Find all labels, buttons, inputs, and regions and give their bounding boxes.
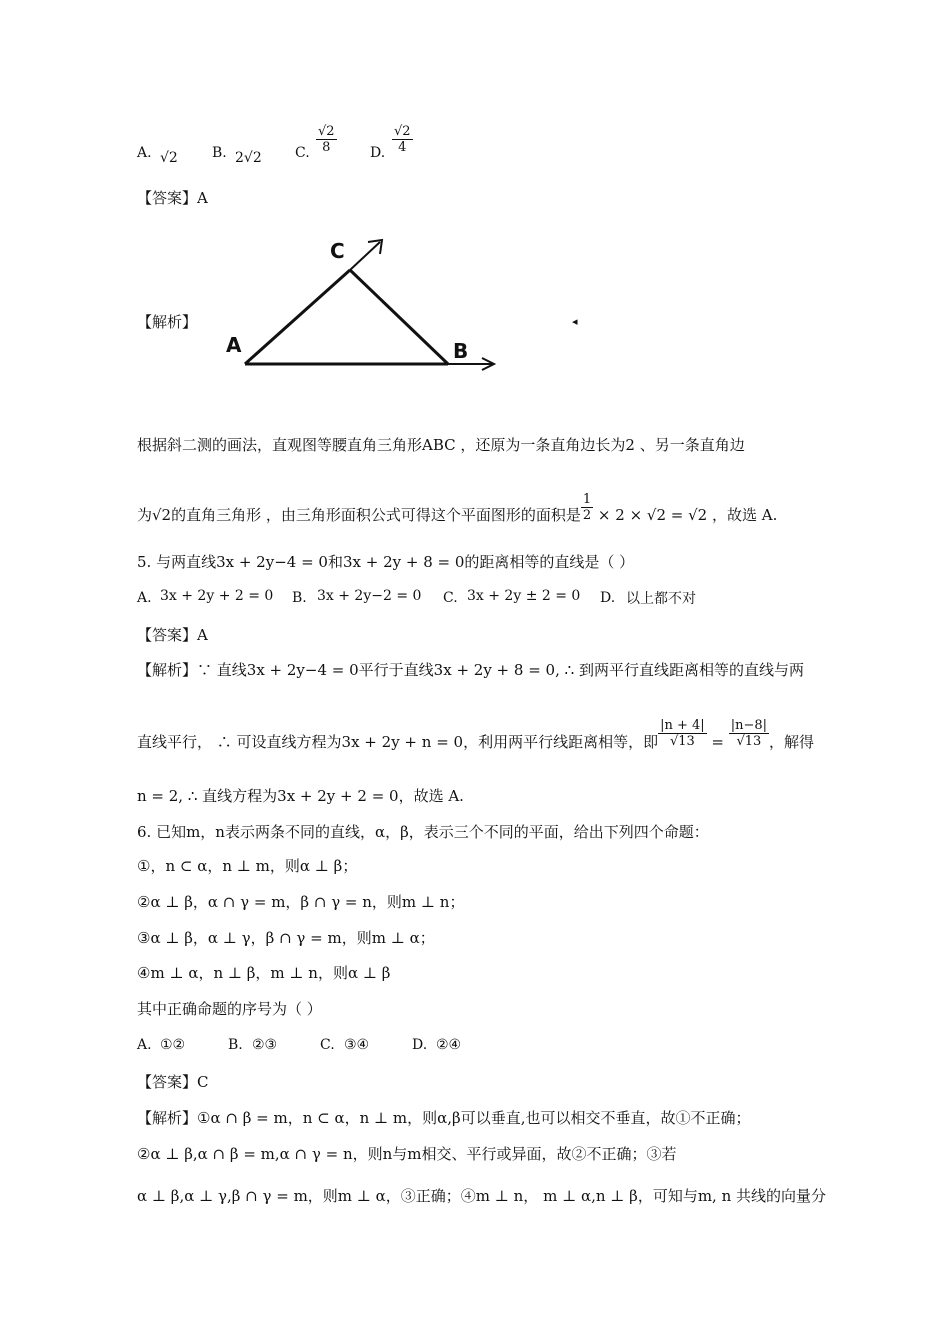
q6-answer — [137, 1072, 209, 1092]
q6-option-b-letter: B. — [228, 1037, 243, 1053]
label-c: C — [330, 239, 345, 263]
q4-option-b-letter: B. — [212, 145, 227, 161]
q6-analysis — [137, 1108, 750, 1128]
q4-option-d-letter: D. — [370, 145, 386, 161]
edge-ac — [245, 270, 350, 364]
q6-explain-line1: ①α ∩ β = m，n ⊂ α，n ⊥ m，则α,β可以垂直,也可以相交不垂直，故①不正确； — [197, 1109, 751, 1127]
q6-option-b-value: ②③ — [252, 1037, 278, 1053]
q4-option-a-letter: A. — [137, 145, 152, 161]
q5-explain-line3: n = 2, ∴ 直线方程为3x + 2y + 2 = 0，故选 A. — [137, 787, 464, 805]
q4-explain-fraction — [581, 492, 593, 523]
q5-option-d-letter: D. — [600, 590, 616, 606]
q4-option-c-den: 8 — [322, 140, 331, 155]
q4-explain-line2-pre: 为√2的直角三角形 ，由三角形面积公式可得这个平面图形的面积是 — [137, 506, 581, 524]
answer-value: A — [197, 626, 208, 644]
q5-option-a-value: 3x + 2y + 2 = 0 — [160, 588, 274, 604]
q5-option-d-value: 以上都不对 — [626, 591, 696, 607]
q4-option-c-num: √2 — [318, 124, 335, 139]
q5-explain-line2 — [137, 717, 815, 752]
q5-option-b-letter: B. — [292, 590, 307, 606]
axis-arrow-y — [350, 242, 380, 270]
frac-num: 1 — [582, 491, 592, 507]
q5-explain-line2-post: ，解得 — [769, 733, 815, 751]
q6-option-c-letter: C. — [320, 1037, 335, 1053]
q5-option-b-value: 3x + 2y−2 = 0 — [317, 588, 422, 604]
q5-eq: = — [706, 733, 729, 751]
q6-option-a-value: ①② — [160, 1037, 186, 1053]
q5-option-c-letter: C. — [443, 590, 458, 606]
q5-stem: 5. 与两直线3x + 2y−4 = 0和3x + 2y + 8 = 0的距离相等的直线是（ ） — [137, 553, 635, 571]
q6-explain-line3: α ⊥ β,α ⊥ γ,β ∩ γ = m，则m ⊥ α，③正确；④m ⊥ n， m ⊥ α,n ⊥ β，可知与m, n 共线的向量分 — [137, 1187, 827, 1205]
frac-num: |n + 4| — [660, 717, 705, 733]
q4-option-d-num: √2 — [394, 124, 411, 139]
answer-label: 【答案】 — [137, 1073, 198, 1091]
frac-den: 2 — [582, 507, 592, 523]
q5-frac1 — [658, 718, 707, 749]
q6-explain-line2: ②α ⊥ β,α ∩ β = m,α ∩ γ = n，则n与m相交、平行或异面，故②不正确；③若 — [137, 1145, 677, 1163]
q6-prop-2: ②α ⊥ β，α ∩ γ = m，β ∩ γ = n，则m ⊥ n； — [137, 893, 465, 911]
triangle-figure — [220, 230, 510, 380]
q4-answer — [137, 188, 208, 208]
q4-explain-line2-post: × 2 × √2 = √2 ，故选 A. — [593, 506, 778, 524]
analysis-label: 【解析】 — [137, 1109, 198, 1127]
q6-prop-3: ③α ⊥ β，α ⊥ γ，β ∩ γ = m，则m ⊥ α； — [137, 929, 435, 947]
q5-analysis — [137, 660, 804, 680]
q6-option-c-value: ③④ — [344, 1037, 370, 1053]
q5-option-c-value: 3x + 2y ± 2 = 0 — [467, 588, 581, 604]
analysis-label: 【解析】 — [137, 661, 198, 679]
q4-option-d-den: 4 — [398, 140, 407, 155]
q6-prop-4: ④m ⊥ α，n ⊥ β，m ⊥ n，则α ⊥ β — [137, 964, 391, 982]
q4-option-d-fraction — [392, 124, 413, 155]
edge-cb — [350, 270, 448, 364]
q4-explain-line1: 根据斜二测的画法，直观图等腰直角三角形ABC ，还原为一条直角边长为2 、另一条直角边 — [137, 436, 745, 454]
q6-question: 其中正确命题的序号为（ ） — [137, 1000, 322, 1018]
q4-analysis-label: 【解析】 — [137, 313, 198, 331]
q4-option-c-fraction — [316, 124, 337, 155]
q4-option-b-value: 2√2 — [235, 150, 262, 166]
answer-label: 【答案】 — [137, 189, 198, 207]
q5-option-a-letter: A. — [137, 590, 152, 606]
q4-option-c-letter: C. — [295, 145, 310, 161]
label-b: B — [453, 339, 469, 363]
q6-option-d-letter: D. — [412, 1037, 428, 1053]
q5-answer — [137, 625, 208, 645]
q5-explain-line2-pre: 直线平行， ∴ 可设直线方程为3x + 2y + n = 0，利用两平行线距离相等，即 — [137, 733, 659, 751]
q4-explain-line2 — [137, 491, 778, 525]
frac-num: |n−8| — [730, 717, 768, 733]
answer-value: C — [197, 1073, 209, 1091]
answer-label: 【答案】 — [137, 626, 198, 644]
q6-option-a-letter: A. — [137, 1037, 152, 1053]
q5-frac2 — [729, 718, 769, 749]
q6-option-d-value: ②④ — [436, 1037, 462, 1053]
q4-option-a-value: √2 — [160, 150, 178, 166]
label-a: A — [226, 333, 242, 357]
marker-icon: ◂ — [572, 315, 578, 328]
frac-den: √13 — [669, 733, 695, 749]
frac-den: √13 — [736, 733, 762, 749]
q5-explain-line1: ∵ 直线3x + 2y−4 = 0平行于直线3x + 2y + 8 = 0, ∴ 到两平行直线距离相等的直线与两 — [197, 661, 804, 679]
q6-stem: 6. 已知m，n表示两条不同的直线，α，β，表示三个不同的平面，给出下列四个命题： — [137, 823, 709, 841]
answer-value: A — [197, 189, 208, 207]
q6-prop-1: ①，n ⊂ α，n ⊥ m，则α ⊥ β； — [137, 857, 358, 875]
